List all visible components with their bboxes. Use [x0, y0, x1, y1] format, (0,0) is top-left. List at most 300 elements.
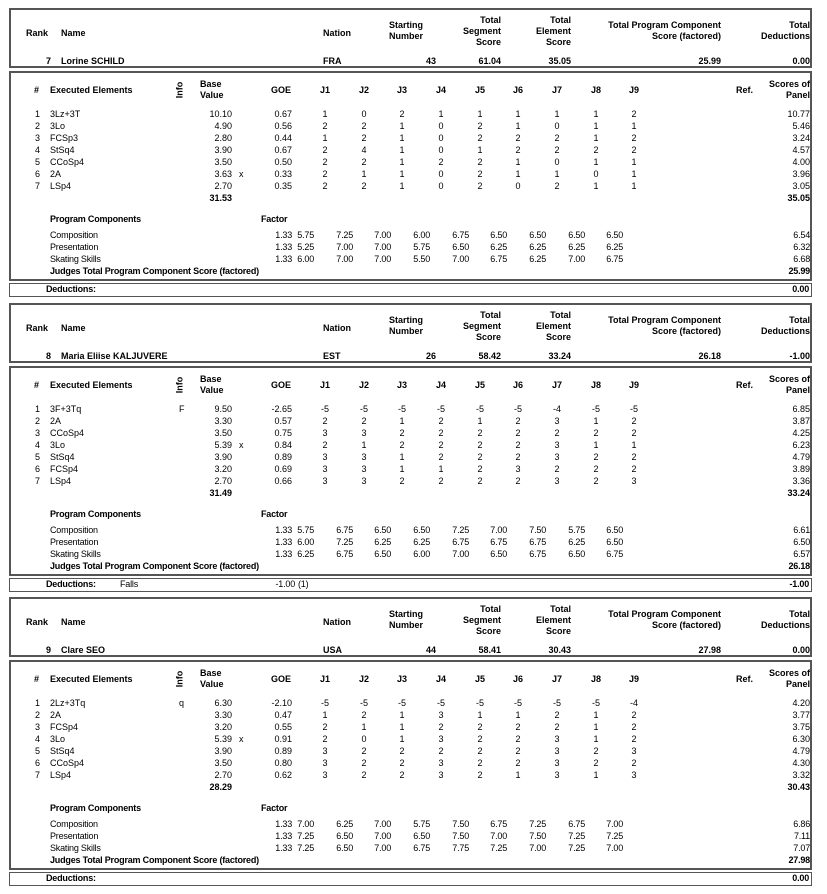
element-judge-score: 1 — [322, 710, 328, 720]
component-name: Composition — [50, 525, 98, 535]
component-judge-score: 5.50 — [413, 254, 430, 264]
component-judge-score: 7.50 — [452, 819, 469, 829]
element-judge-score: 2 — [515, 734, 521, 744]
executed-elements-header: Executed Elements — [50, 380, 133, 390]
element-panel-score: 3.87 — [792, 416, 810, 426]
element-name: CCoSp4 — [50, 157, 85, 167]
element-judge-score: 1 — [361, 440, 367, 450]
element-name: LSp4 — [50, 181, 72, 191]
executed-elements-header: Executed Elements — [50, 85, 133, 95]
element-name: CCoSp4 — [50, 758, 85, 768]
component-panel-score: 6.57 — [793, 549, 810, 559]
element-judge-score: 2 — [515, 145, 521, 155]
element-goe: 0.67 — [274, 145, 292, 155]
judge-header-9: J9 — [628, 85, 639, 95]
component-judge-score: 6.50 — [336, 831, 353, 841]
element-judge-score: 1 — [361, 169, 367, 179]
element-base-value: 3.50 — [214, 758, 232, 768]
element-score-header-l3: Score — [545, 37, 571, 47]
judges-total-pcs-label: Judges Total Program Component Score (factored) — [50, 855, 259, 865]
deductions-header-l1: Total — [789, 20, 810, 30]
element-base-value: 5.39 — [214, 734, 232, 744]
base-value-header-l2: Value — [200, 90, 224, 100]
name-header: Name — [61, 28, 86, 38]
judge-header-5: J5 — [474, 674, 485, 684]
element-base-value: 3.63 — [214, 169, 232, 179]
component-judge-score: 7.00 — [374, 843, 391, 853]
element-name: StSq4 — [50, 452, 75, 462]
deduction-count: (1) — [298, 579, 309, 589]
element-judge-score: 1 — [438, 464, 444, 474]
component-judge-score: 7.25 — [529, 819, 546, 829]
deduction-total: 0.00 — [792, 873, 809, 883]
element-judge-score: 2 — [554, 722, 560, 732]
element-bonus-marker: x — [239, 169, 244, 179]
element-judge-score: 3 — [554, 452, 560, 462]
judge-header-6: J6 — [512, 85, 523, 95]
element-base-value: 2.70 — [214, 770, 232, 780]
judge-header-2: J2 — [358, 674, 369, 684]
element-judge-score: 0 — [438, 145, 444, 155]
component-judge-score: 5.75 — [297, 525, 314, 535]
element-judge-score: 2 — [515, 746, 521, 756]
deductions-header-l2: Deductions — [760, 31, 810, 41]
program-components-header: Program Components — [50, 214, 141, 224]
element-judge-score: 1 — [593, 121, 599, 131]
component-judge-score: 6.50 — [374, 549, 391, 559]
starting-number: 43 — [425, 56, 436, 66]
judge-header-5: J5 — [474, 85, 485, 95]
component-judge-score: 6.50 — [490, 549, 507, 559]
element-base-value: 4.90 — [214, 121, 232, 131]
element-judge-score: 2 — [477, 133, 483, 143]
skater-summary-box — [9, 597, 812, 657]
element-judge-score: 2 — [477, 428, 483, 438]
element-judge-score: 1 — [515, 770, 521, 780]
total-segment-score: 58.41 — [478, 645, 501, 655]
element-judge-score: 1 — [593, 722, 599, 732]
judge-header-2: J2 — [358, 380, 369, 390]
pcs-header-l2: Score (factored) — [651, 31, 721, 41]
component-judge-score: 7.25 — [568, 843, 585, 853]
component-judge-score: 6.50 — [568, 549, 585, 559]
element-judge-score: 2 — [361, 133, 367, 143]
component-judge-score: 5.75 — [297, 230, 314, 240]
element-info: F — [179, 404, 185, 414]
component-judge-score: 6.25 — [297, 549, 314, 559]
element-judge-score: 1 — [399, 133, 405, 143]
element-number: 6 — [34, 464, 40, 474]
element-judge-score: 1 — [515, 109, 521, 119]
element-judge-score: 0 — [361, 109, 367, 119]
element-panel-score: 3.05 — [792, 181, 810, 191]
element-panel-score: 3.24 — [792, 133, 810, 143]
element-base-value: 10.10 — [209, 109, 232, 119]
element-judge-score: 2 — [515, 133, 521, 143]
component-judge-score: 5.75 — [413, 819, 430, 829]
element-name: StSq4 — [50, 145, 75, 155]
element-base-value: 3.90 — [214, 746, 232, 756]
deduction-total: -1.00 — [789, 579, 809, 589]
component-judge-score: 7.00 — [529, 843, 546, 853]
base-value-header-l1: Base — [200, 374, 222, 384]
scores-of-panel-header-l2: Panel — [785, 385, 810, 395]
element-judge-score: 2 — [477, 758, 483, 768]
element-name: LSp4 — [50, 770, 72, 780]
component-judge-score: 6.75 — [529, 537, 546, 547]
element-base-value: 3.20 — [214, 464, 232, 474]
deductions-label: Deductions: — [46, 579, 96, 589]
element-number: 2 — [34, 416, 40, 426]
element-base-value: 6.30 — [214, 698, 232, 708]
element-name: 3Lz+3T — [50, 109, 81, 119]
element-judge-score: 3 — [438, 734, 444, 744]
ref-header: Ref. — [736, 85, 754, 95]
skater-rank: 9 — [45, 645, 51, 655]
judges-total-pcs-label: Judges Total Program Component Score (factored) — [50, 561, 259, 571]
judge-header-4: J4 — [435, 380, 446, 390]
element-judge-score: 2 — [399, 770, 405, 780]
deductions-header-l2: Deductions — [760, 620, 810, 630]
element-judge-score: 1 — [399, 121, 405, 131]
element-base-value: 5.39 — [214, 440, 232, 450]
element-judge-score: 0 — [593, 169, 599, 179]
element-judge-score: 1 — [593, 770, 599, 780]
element-judge-score: 0 — [438, 121, 444, 131]
element-panel-score: 3.96 — [792, 169, 810, 179]
starting-number: 26 — [425, 351, 436, 361]
component-name: Skating Skills — [50, 843, 101, 853]
component-panel-score: 6.50 — [793, 537, 810, 547]
element-score-header-l2: Element — [535, 321, 571, 331]
element-judge-score: -5 — [359, 698, 368, 708]
skater-summary-box — [9, 303, 812, 363]
component-judge-score: 6.50 — [568, 230, 585, 240]
segment-score-header-l3: Score — [475, 37, 501, 47]
element-judge-score: 2 — [399, 109, 405, 119]
judge-header-5: J5 — [474, 380, 485, 390]
element-judge-score: 1 — [631, 440, 637, 450]
element-judge-score: 3 — [554, 476, 560, 486]
element-judge-score: 2 — [322, 121, 328, 131]
element-base-value: 3.30 — [214, 710, 232, 720]
element-judge-score: 1 — [399, 722, 405, 732]
element-judge-score: 2 — [515, 758, 521, 768]
element-judge-score: 2 — [477, 169, 483, 179]
element-judge-score: 2 — [631, 758, 637, 768]
element-number: 5 — [34, 746, 40, 756]
element-judge-score: 1 — [631, 157, 637, 167]
element-judge-score: 3 — [554, 758, 560, 768]
component-judge-score: 7.00 — [374, 831, 391, 841]
element-judge-score: 1 — [399, 734, 405, 744]
component-name: Presentation — [50, 537, 99, 547]
element-judge-score: 2 — [361, 416, 367, 426]
starting-number-header-l2: Number — [389, 620, 424, 630]
judge-header-7: J7 — [551, 674, 562, 684]
element-judge-score: 3 — [322, 464, 328, 474]
element-judge-score: 1 — [477, 109, 483, 119]
element-judge-score: -5 — [436, 698, 445, 708]
element-judge-score: 1 — [631, 121, 637, 131]
element-judge-score: 1 — [593, 734, 599, 744]
element-judge-score: 2 — [322, 722, 328, 732]
judge-header-9: J9 — [628, 380, 639, 390]
component-judge-score: 7.00 — [374, 819, 391, 829]
pcs-header-l1: Total Program Component — [608, 609, 721, 619]
element-name: FCSp3 — [50, 133, 79, 143]
element-judge-score: 2 — [593, 758, 599, 768]
element-score-header-l3: Score — [545, 332, 571, 342]
component-judge-score: 6.75 — [413, 843, 430, 853]
element-judge-score: 1 — [593, 181, 599, 191]
elements-panel-total: 30.43 — [787, 782, 810, 792]
ref-header: Ref. — [736, 674, 754, 684]
element-judge-score: 3 — [322, 758, 328, 768]
element-judge-score: 3 — [322, 746, 328, 756]
element-goe: 0.89 — [274, 452, 292, 462]
segment-score-header-l1: Total — [480, 310, 501, 320]
judge-header-2: J2 — [358, 85, 369, 95]
element-judge-score: 1 — [399, 157, 405, 167]
num-header: # — [34, 380, 40, 390]
element-judge-score: 1 — [399, 169, 405, 179]
judge-header-3: J3 — [396, 85, 407, 95]
element-number: 1 — [34, 109, 40, 119]
scores-of-panel-header-l1: Scores of — [768, 374, 810, 384]
element-judge-score: 1 — [399, 145, 405, 155]
component-judge-score: 7.00 — [606, 843, 623, 853]
deduction-value: -1.00 — [275, 579, 295, 589]
component-judge-score: 6.25 — [336, 819, 353, 829]
element-judge-score: 2 — [554, 428, 560, 438]
element-goe: -2.65 — [271, 404, 292, 414]
element-number: 1 — [34, 404, 40, 414]
component-judge-score: 6.50 — [490, 230, 507, 240]
element-judge-score: 3 — [554, 440, 560, 450]
component-factor: 1.33 — [275, 242, 292, 252]
element-name: 3F+3Tq — [50, 404, 82, 414]
element-number: 5 — [34, 157, 40, 167]
element-judge-score: 3 — [554, 416, 560, 426]
pcs-header-l1: Total Program Component — [608, 20, 721, 30]
element-base-value: 3.20 — [214, 722, 232, 732]
element-judge-score: 2 — [515, 722, 521, 732]
element-judge-score: -4 — [552, 404, 561, 414]
element-name: 2Lz+3Tq — [50, 698, 86, 708]
element-score-header-l2: Element — [535, 26, 571, 36]
element-judge-score: 1 — [631, 169, 637, 179]
name-header: Name — [61, 617, 86, 627]
element-judge-score: 2 — [631, 734, 637, 744]
element-judge-score: -5 — [359, 404, 368, 414]
factor-header: Factor — [261, 803, 288, 813]
element-score-header-l3: Score — [545, 626, 571, 636]
judges-total-pcs-label: Judges Total Program Component Score (factored) — [50, 266, 259, 276]
element-judge-score: 2 — [515, 452, 521, 462]
element-judge-score: 3 — [438, 758, 444, 768]
element-panel-score: 5.46 — [792, 121, 810, 131]
component-judge-score: 7.25 — [336, 537, 353, 547]
element-judge-score: 1 — [399, 416, 405, 426]
element-score-header-l1: Total — [550, 15, 571, 25]
element-panel-score: 3.77 — [792, 710, 810, 720]
deductions-label: Deductions: — [46, 873, 96, 883]
executed-elements-header: Executed Elements — [50, 674, 133, 684]
element-judge-score: -5 — [320, 404, 329, 414]
component-judge-score: 7.25 — [297, 831, 314, 841]
component-name: Composition — [50, 230, 98, 240]
component-judge-score: 7.00 — [452, 549, 469, 559]
starting-number-header-l2: Number — [389, 31, 424, 41]
component-name: Skating Skills — [50, 254, 101, 264]
element-panel-score: 3.36 — [792, 476, 810, 486]
element-judge-score: 1 — [515, 710, 521, 720]
goe-header: GOE — [270, 85, 291, 95]
element-judge-score: -5 — [397, 698, 406, 708]
element-judge-score: 2 — [477, 440, 483, 450]
component-judge-score: 6.00 — [297, 254, 314, 264]
component-judge-score: 6.50 — [529, 230, 546, 240]
component-judge-score: 7.00 — [336, 242, 353, 252]
element-number: 7 — [34, 770, 40, 780]
element-number: 7 — [34, 476, 40, 486]
element-judge-score: 1 — [515, 157, 521, 167]
element-judge-score: 1 — [438, 109, 444, 119]
element-judge-score: 2 — [477, 734, 483, 744]
element-goe: 0.44 — [274, 133, 292, 143]
executed-elements-box — [9, 660, 812, 870]
total-pcs: 26.18 — [698, 351, 721, 361]
element-judge-score: 2 — [631, 710, 637, 720]
judge-header-4: J4 — [435, 85, 446, 95]
component-panel-score: 6.86 — [793, 819, 810, 829]
element-name: 3Lo — [50, 734, 66, 744]
element-goe: 0.84 — [274, 440, 292, 450]
component-judge-score: 6.00 — [413, 230, 430, 240]
component-judge-score: 7.00 — [452, 254, 469, 264]
element-judge-score: 1 — [477, 710, 483, 720]
component-judge-score: 6.50 — [413, 525, 430, 535]
segment-score-header-l3: Score — [475, 332, 501, 342]
executed-elements-box — [9, 366, 812, 576]
element-goe: 0.35 — [274, 181, 292, 191]
judges-total-pcs-value: 27.98 — [788, 855, 810, 865]
component-judge-score: 6.50 — [606, 537, 623, 547]
element-judge-score: 2 — [361, 758, 367, 768]
element-judge-score: 2 — [554, 464, 560, 474]
element-judge-score: 0 — [361, 734, 367, 744]
component-judge-score: 6.75 — [606, 549, 623, 559]
rank-header: Rank — [26, 28, 49, 38]
element-judge-score: 1 — [322, 109, 328, 119]
element-judge-score: 2 — [438, 157, 444, 167]
element-judge-score: 2 — [477, 464, 483, 474]
base-value-header-l2: Value — [200, 679, 224, 689]
element-judge-score: 2 — [438, 440, 444, 450]
element-judge-score: 2 — [477, 476, 483, 486]
component-name: Composition — [50, 819, 98, 829]
element-judge-score: 2 — [593, 746, 599, 756]
element-panel-score: 4.79 — [792, 452, 810, 462]
element-judge-score: 1 — [593, 710, 599, 720]
component-judge-score: 6.00 — [297, 537, 314, 547]
element-judge-score: -4 — [629, 698, 638, 708]
component-judge-score: 7.00 — [336, 254, 353, 264]
element-judge-score: -5 — [475, 698, 484, 708]
component-judge-score: 6.25 — [413, 537, 430, 547]
element-goe: 0.57 — [274, 416, 292, 426]
element-judge-score: 2 — [477, 121, 483, 131]
element-score-header-l1: Total — [550, 310, 571, 320]
component-factor: 1.33 — [275, 831, 292, 841]
component-judge-score: 7.25 — [297, 843, 314, 853]
judge-header-8: J8 — [590, 85, 601, 95]
element-goe: 0.50 — [274, 157, 292, 167]
component-judge-score: 7.00 — [606, 819, 623, 829]
starting-number-header-l1: Starting — [389, 609, 424, 619]
component-judge-score: 6.75 — [529, 549, 546, 559]
scores-of-panel-header-l2: Panel — [785, 90, 810, 100]
element-judge-score: 2 — [554, 133, 560, 143]
element-number: 2 — [34, 710, 40, 720]
element-judge-score: 2 — [477, 770, 483, 780]
element-judge-score: -5 — [552, 698, 561, 708]
element-judge-score: 2 — [361, 746, 367, 756]
element-panel-score: 3.75 — [792, 722, 810, 732]
judges-total-pcs-value: 25.99 — [788, 266, 810, 276]
total-segment-score: 61.04 — [478, 56, 501, 66]
element-panel-score: 4.00 — [792, 157, 810, 167]
element-panel-score: 6.85 — [792, 404, 810, 414]
element-goe: 0.66 — [274, 476, 292, 486]
element-judge-score: 0 — [554, 157, 560, 167]
element-judge-score: 2 — [399, 746, 405, 756]
component-judge-score: 6.50 — [336, 843, 353, 853]
element-name: LSp4 — [50, 476, 72, 486]
component-judge-score: 6.75 — [568, 819, 585, 829]
element-judge-score: 2 — [361, 710, 367, 720]
element-panel-score: 4.57 — [792, 145, 810, 155]
element-judge-score: 2 — [631, 428, 637, 438]
element-judge-score: 2 — [322, 145, 328, 155]
element-judge-score: 1 — [554, 109, 560, 119]
component-judge-score: 6.25 — [529, 242, 546, 252]
element-judge-score: -5 — [320, 698, 329, 708]
element-judge-score: 1 — [477, 416, 483, 426]
element-bonus-marker: x — [239, 440, 244, 450]
factor-header: Factor — [261, 509, 288, 519]
element-judge-score: 2 — [322, 440, 328, 450]
total-element-score: 35.05 — [548, 56, 571, 66]
element-judge-score: 1 — [322, 133, 328, 143]
element-bonus-marker: x — [239, 734, 244, 744]
element-name: 2A — [50, 169, 62, 179]
component-factor: 1.33 — [275, 525, 292, 535]
element-judge-score: 2 — [554, 145, 560, 155]
component-factor: 1.33 — [275, 537, 292, 547]
element-base-value: 2.70 — [214, 181, 232, 191]
starting-number-header-l1: Starting — [389, 20, 424, 30]
segment-score-header-l2: Segment — [462, 26, 501, 36]
element-goe: 0.80 — [274, 758, 292, 768]
element-judge-score: 2 — [631, 722, 637, 732]
element-judge-score: 1 — [593, 133, 599, 143]
element-base-value: 9.50 — [214, 404, 232, 414]
element-judge-score: 2 — [554, 181, 560, 191]
base-value-total: 28.29 — [209, 782, 232, 792]
element-judge-score: 2 — [361, 157, 367, 167]
